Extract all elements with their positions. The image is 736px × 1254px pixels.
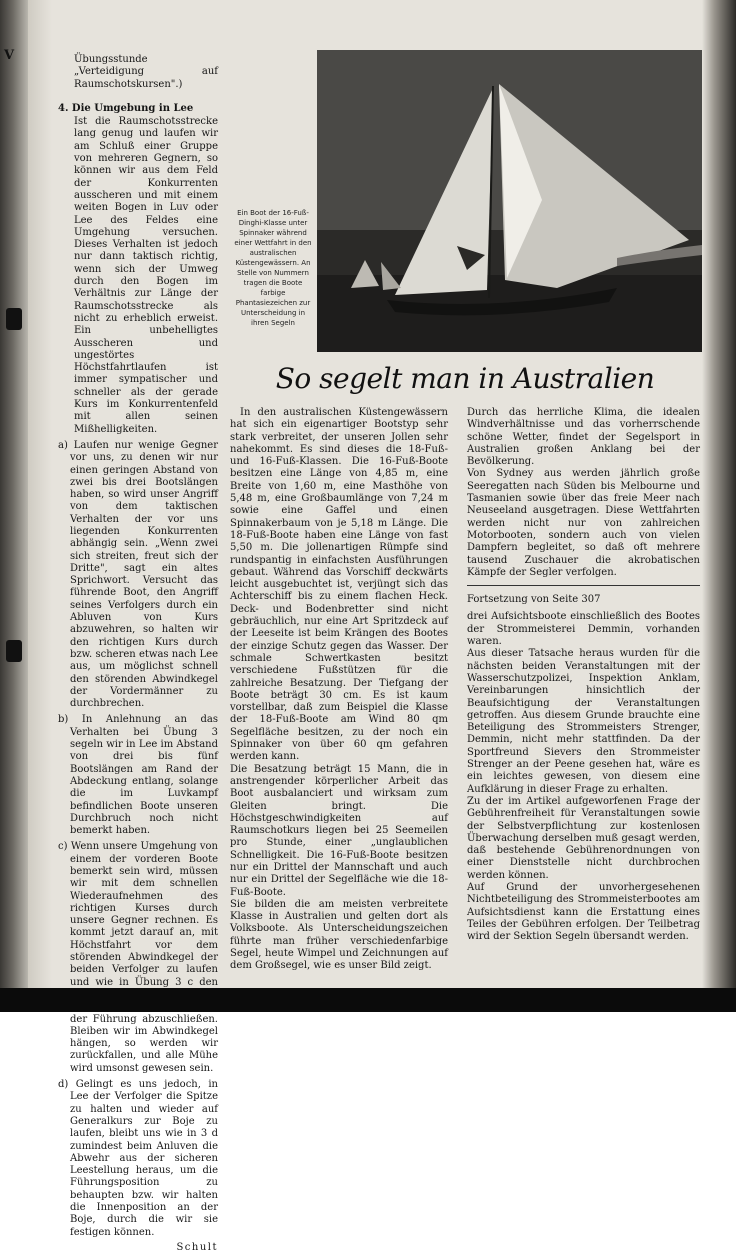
section-paragraph: Ist die Raumschotsstrecke lang genug und laufen wir am Schluß einer Gruppe von mehreren Gegnern, so können wir aus dem Feld der Konkurrenten ausscheren und mit einem weiten Bogen in Luv oder Lee des Feldes eine Umgehung versuchen. Dieses Verhalten ist jedoch nur dann taktisch richtig, wenn sich der Umweg durch den Bogen im Verhältnis zur Länge der Raumschotsstrecke als nicht zu erheblich erweist. Ein unbehelligtes Ausscheren und ungestörtes Höchstfahrtlaufen ist immer sympatischer und schneller als der gerade Kurs im Konkurrentenfeld mit allen seinen Mißhelligkeiten. bbox=[74, 116, 218, 435]
continuation-label: Fortsetzung von Seite 307 bbox=[467, 594, 601, 606]
page-edge bbox=[702, 0, 736, 1012]
list-item: d) Gelingt es uns jedoch, in Lee der Verfolger die Spitze zu halten und wieder auf Generalkurs zur Boje zu laufen, bleibt uns wie in 3 d zumindest beim Anluven die Abwehr aus der sicheren Leestellung heraus, um die Führungsposition zu behaupten bzw. wir halten die Innenposition an der Boje, durch die wir sie festigen können. bbox=[58, 1079, 218, 1238]
article-paragraph: Durch das herrliche Klima, die idealen Windverhältnisse und das vorherrschende schöne Wetter, findet der Segelsport in Australien großen Anklang bei der Bevölkerung. bbox=[467, 407, 700, 468]
book-spine bbox=[0, 0, 28, 1012]
article-paragraph: Die Besatzung beträgt 15 Mann, die in anstrengender körperlicher Arbeit das Boot ausbalanciert und wirksam zum Gleiten bringt. Die Höchstgeschwindigkeiten auf Raumschotkurs liegen bei 25 Seemeilen pro Stunde, einer „unglaublichen Schnelligkeit. Die 16-Fuß-Boote besitzen nur ein Drittel der Mannschaft und auch nur ein Drittel der Segelfläche wie die 18-Fuß-Boote. bbox=[230, 763, 448, 898]
sailboat-photo bbox=[317, 50, 702, 352]
scan-bottom-edge bbox=[0, 988, 736, 1012]
middle-column bbox=[230, 407, 448, 973]
page-gutter bbox=[28, 0, 52, 1012]
continuation-paragraph: Auf Grund der unvorhergesehenen Nichtbeteiligung des Strommeisterbootes am Aufsichtsdienst kann die Erstattung eines Teiles der Gebühren erfolgen. Der Teilbetrag wird der Sektion Segeln übersandt werden. bbox=[467, 881, 700, 943]
continuation-paragraph: drei Aufsichtsboote einschließlich des Bootes der Strommeisterei Demmin, vorhanden waren. bbox=[467, 611, 700, 648]
list-item: a) Laufen nur wenige Gegner vor uns, zu denen wir nur einen geringen Abstand von zwei bis drei Bootslängen haben, so wird unser Angriff von dem taktischen Verhalten der vor uns liegenden Konkurrenten abhängig sein. „Wenn zwei sich streiten, freut sich der Dritte", sagt ein altes Sprichwort. Versucht das führende Boot, den Angriff seines Verfolgers durch ein Abluven von Kurs abzuwehren, so halten wir den richtigen Kurs durch bzw. scheren etwas nach Lee aus, um möglichst schnell den störenden Abwindkegel der Vordermänner zu durchbrechen. bbox=[58, 439, 218, 710]
intro-text: Übungsstunde „Verteidigung auf Raumschotskursen".) bbox=[74, 54, 218, 90]
continuation-paragraph: Aus dieser Tatsache heraus wurden für die nächsten beiden Veranstaltungen mit der Wasserschutzpolizei, Inspektion Anklam, Vereinbarungen hinsichtlich der Beaufsichtigung der Veranstaltungen getroffen. Aus diesem Grunde brauchte eine Beteiligung des Strommeisters Strenger, Demmin, nicht mehr stattfinden. Da der Sportfreund Sievers den Strommeister Strenger an der Peene gesehen hat, wäre es ein leichtes gewesen, von diesem eine Aufklärung in dieser Frage zu erhalten. bbox=[467, 648, 700, 795]
binding-hole bbox=[6, 308, 22, 330]
article-headline: So segelt man in Australien bbox=[275, 362, 655, 395]
binding-hole bbox=[6, 640, 22, 662]
article-paragraph: Sie bilden die am meisten verbreitete Klasse in Australien und gelten dort als Volksboote. Als Unterscheidungszeichen führte man früher verschiedenfarbige Segel, heute Wimpel und Zeichnungen auf dem Großsegel, wie es unser Bild zeigt. bbox=[230, 898, 448, 972]
side-marker: V bbox=[4, 48, 15, 63]
right-column bbox=[467, 407, 700, 943]
list-item: c) Wenn unsere Umgehung von einem der vorderen Boote bemerkt sein wird, müssen wir mit dem schnellen Wiederaufnehmen des richtigen Kurses durch unsere Gegner rechnen. Es kommt jetzt darauf an, mit Höchstfahrt vor dem störenden Abwindkegel der beiden Verfolger zu laufen und wie in Übung 3 c den der Führung abzuschließen. Bleiben wir im Abwindkegel hängen, so werden wir zurückfallen, und alle Mühe wird umsonst gewesen sein. bbox=[58, 841, 218, 1074]
photo-caption: Ein Boot der 16-Fuß-Dinghi-Klasse unter Spinnaker während einer Wettfahrt in den australischen Küstengewässern. An Stelle von Nummern tragen die Boote farbige Phantasiezeichen zur Unterscheidung in ihren Segeln bbox=[234, 209, 312, 327]
author-signature: Schult bbox=[176, 1241, 218, 1253]
section-heading: 4. Die Umgebung in Lee bbox=[58, 102, 194, 114]
article-paragraph: Von Sydney aus werden jährlich große Seeregatten nach Süden bis Melbourne und Tasmanien sowie über das freie Meer nach Neuseeland ausgetragen. Diese Wettfahrten werden nicht nur von zahlreichen Motorbooten, sondern auch von vielen Dampfern begleitet, so daß oft mehrere tausend Zuschauer die akrobatischen Kämpfe der Segler verfolgen. bbox=[467, 468, 700, 578]
list-item: b) In Anlehnung an das Verhalten bei Übung 3 segeln wir in Lee im Abstand von drei bis fünf Bootslängen am Rand der Abdeckung entlang, solange die im Luvkampf befindlichen Boote unseren Durchbruch noch nicht bemerkt haben. bbox=[58, 714, 218, 837]
continuation-paragraph: Zu der im Artikel aufgeworfenen Frage der Gebührenfreiheit für Veranstaltungen sowie der Selbstverpflichtung zur kostenlosen Überwachung derselben muß gesagt werden, daß bestehende Gebührenordnungen von einer Dienststelle nicht durchbrochen werden können. bbox=[467, 795, 700, 881]
article-paragraph: In den australischen Küstengewässern hat sich ein eigenartiger Bootstyp sehr stark verbreitet, der unseren Jollen sehr nahekommt. Es sind dieses die 18-Fuß- und 16-Fuß-Klassen. Die 16-Fuß-Boote besitzen eine Länge von 4,85 m, eine Breite von 1,60 m, eine Masthöhe von 5,48 m, eine Großbaumlänge von 7,24 m sowie eine Gaffel und einen Spinnakerbaum von je 5,18 m Länge. Die 18-Fuß-Boote haben eine Länge von fast 5,50 m. Die jollenartigen Rümpfe sind rundspantig in einfachsten Ausführungen gebaut. Während das Vorschiff deckwärts leicht ausgebuchtet ist, verjüngt sich das Achterschiff bis zu einem flachen Heck. Deck- und Bodenbretter sind nicht gebräuchlich, nur eine Art Spritzdeck auf der Leeseite ist beim Krängen des Bootes der einzige Schutz gegen das Wasser. Der schmale Schwertkasten besitzt verschiedene Fußstützen für die zahlreiche Besatzung. Der Tiefgang der Boote beträgt 30 cm. Es ist kaum vorstellbar, daß zum Beispiel die Klasse der 18-Fuß-Boote am Wind 80 qm Segelfläche besitzen, zu der noch ein Spinnaker von über 60 qm gefahren werden kann. bbox=[230, 407, 448, 763]
left-column bbox=[58, 50, 218, 1254]
column-divider bbox=[467, 585, 700, 586]
sailboat-illustration bbox=[317, 50, 702, 352]
